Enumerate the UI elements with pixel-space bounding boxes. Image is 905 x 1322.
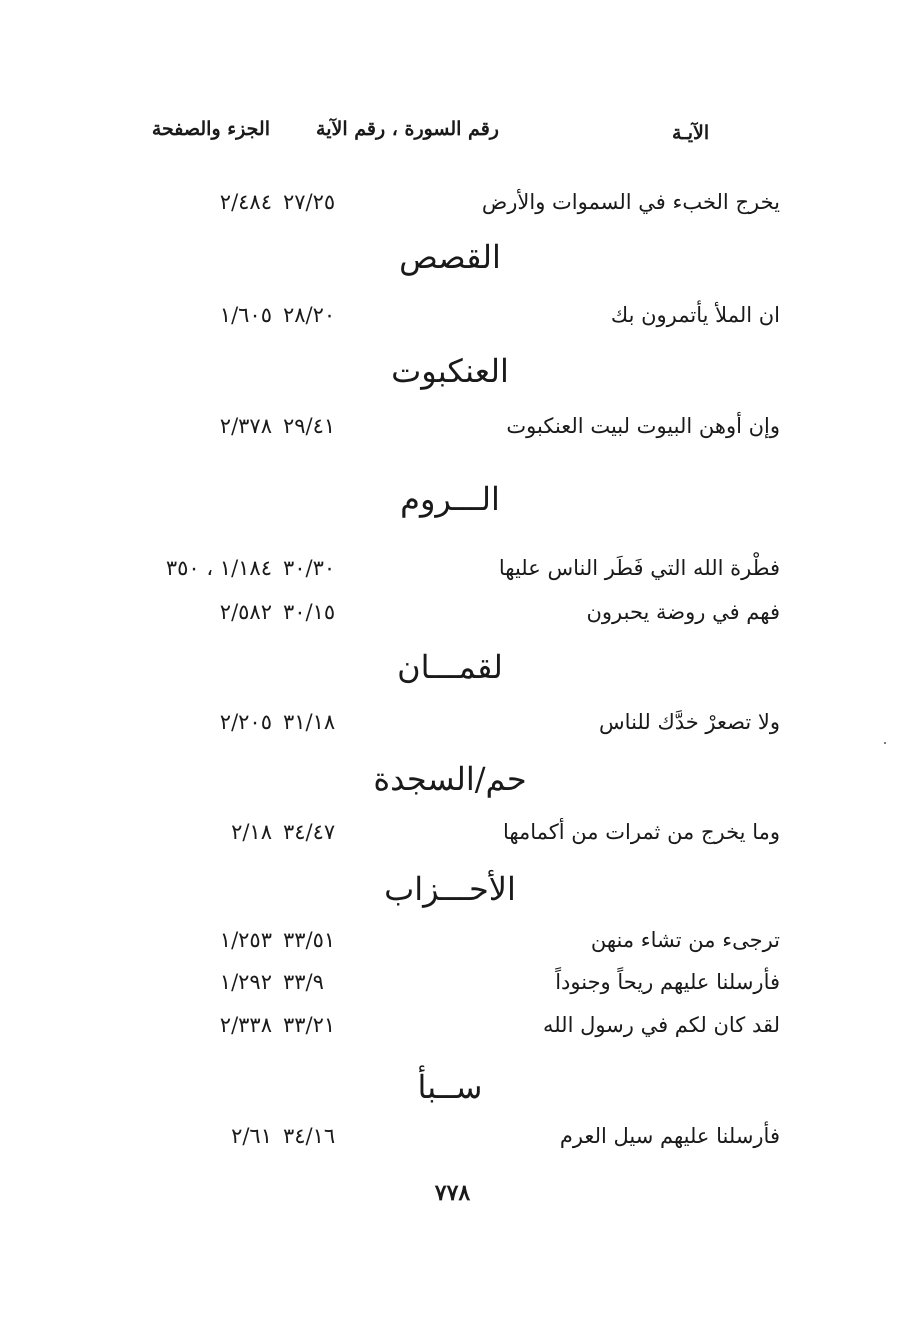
volume-page-ref: ٢/٢٠٥	[219, 710, 272, 734]
ayah-text: ان الملأ يأتمرون بك	[610, 303, 780, 327]
volume-page-ref: ٢/٣٧٨	[219, 414, 272, 438]
surah-ayah-ref: ٢٨/٢٠	[283, 303, 336, 327]
table-row	[0, 556, 905, 592]
page-number: ٧٧٨	[434, 1180, 471, 1206]
surah-ayah-ref: ٣٠/٣٠	[283, 556, 336, 580]
ayah-text: وما يخرج من ثمرات من أكمامها	[502, 820, 780, 844]
surah-heading: العنكبوت	[391, 352, 509, 390]
surah-heading: ســبأ	[417, 1068, 483, 1106]
surah-heading: القصص	[399, 238, 501, 276]
table-row	[0, 1124, 905, 1160]
table-row	[0, 190, 905, 226]
table-row	[0, 820, 905, 856]
surah-ayah-ref: ٣١/١٨	[283, 710, 336, 734]
ayah-text: ولا تصعرْ خدَّك للناس	[599, 710, 780, 734]
table-row	[0, 600, 905, 636]
volume-page-ref: ١/١٨٤ ، ٣٥٠	[165, 556, 272, 580]
header-ayah: الآيـة	[672, 122, 710, 144]
ayah-text: فأرسلنا عليهم ريحاً وجنوداً	[555, 970, 780, 994]
surah-ayah-ref: ٣٣/٩	[283, 970, 324, 994]
ayah-text: لقد كان لكم في رسول الله	[542, 1013, 780, 1037]
surah-heading: الـــروم	[400, 480, 500, 518]
table-row	[0, 414, 905, 450]
table-row	[0, 710, 905, 746]
ayah-text: فأرسلنا عليهم سيل العرم	[559, 1124, 780, 1148]
surah-ayah-ref: ٢٧/٢٥	[283, 190, 336, 214]
volume-page-ref: ٢/١٨	[231, 820, 272, 844]
volume-page-ref: ١/٦٠٥	[219, 303, 272, 327]
scan-speck	[884, 742, 886, 744]
volume-page-ref: ٢/٤٨٤	[219, 190, 272, 214]
volume-page-ref: ١/٢٥٣	[219, 928, 272, 952]
surah-heading: الأحـــزاب	[384, 870, 516, 908]
ayah-text: ترجىء من تشاء منهن	[590, 928, 780, 952]
header-surah-ayah-number: رقم السورة ، رقم الآية	[316, 118, 499, 140]
header-volume-page: الجزء والصفحة	[151, 118, 270, 140]
volume-page-ref: ١/٢٩٢	[219, 970, 272, 994]
table-row	[0, 303, 905, 339]
surah-ayah-ref: ٣٠/١٥	[283, 600, 336, 624]
ayah-text: وإن أوهن البيوت لبيت العنكبوت	[506, 414, 780, 438]
surah-ayah-ref: ٣٣/٢١	[283, 1013, 336, 1037]
volume-page-ref: ٢/٦١	[231, 1124, 272, 1148]
surah-ayah-ref: ٣٤/١٦	[283, 1124, 336, 1148]
surah-heading: لقمـــان	[397, 648, 503, 686]
table-header	[0, 118, 905, 158]
surah-heading: حم/السجدة	[373, 760, 527, 798]
table-row	[0, 970, 905, 1006]
ayah-text: فطْرة الله التي فَطَر الناس عليها	[498, 556, 780, 580]
surah-ayah-ref: ٢٩/٤١	[283, 414, 336, 438]
table-row	[0, 928, 905, 964]
surah-ayah-ref: ٣٣/٥١	[283, 928, 336, 952]
surah-ayah-ref: ٣٤/٤٧	[283, 820, 336, 844]
volume-page-ref: ٢/٣٣٨	[219, 1013, 272, 1037]
ayah-text: فهم في روضة يحبرون	[586, 600, 780, 624]
table-row	[0, 1013, 905, 1049]
ayah-text: يخرج الخبء في السموات والأرض	[481, 190, 780, 214]
volume-page-ref: ٢/٥٨٢	[219, 600, 272, 624]
